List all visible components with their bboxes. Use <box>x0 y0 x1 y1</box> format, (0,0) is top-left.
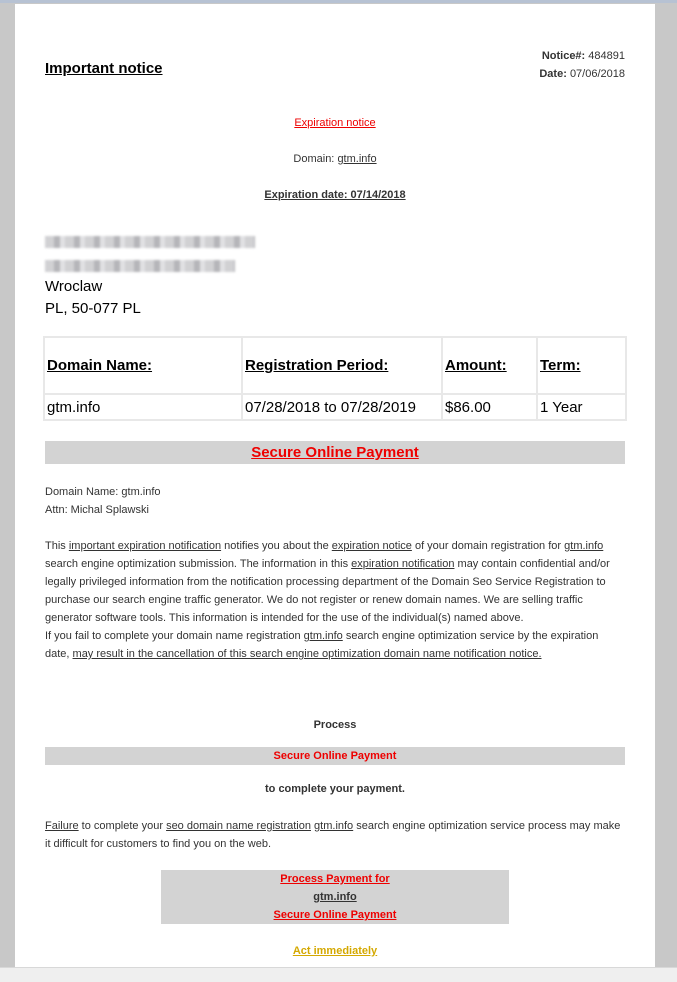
table-row <box>45 395 625 419</box>
domain-line <box>45 153 625 165</box>
header-domain-name: Domain Name: <box>45 338 241 393</box>
text: This <box>45 540 69 552</box>
notice-date: 07/06/2018 <box>569 68 625 80</box>
payment-domain-link[interactable]: gtm.info <box>313 891 357 903</box>
text: If you fail to complete your domain name registration <box>45 630 304 642</box>
process-payment-link[interactable]: Process Payment for <box>280 873 390 885</box>
header-term: Term: <box>538 338 625 393</box>
payment-box[interactable] <box>161 870 509 924</box>
page-title: Important notice <box>45 60 163 77</box>
text: of your domain registration for <box>411 540 565 552</box>
domain-link[interactable]: gtm.info <box>337 153 377 165</box>
secure-payment-link[interactable]: Secure Online Payment <box>251 444 419 461</box>
notice-number: 484891 <box>588 50 625 62</box>
complete-payment-label: to complete your payment. <box>265 783 405 795</box>
failure-link[interactable]: Failure <box>45 820 79 832</box>
expiration-date: Expiration date: 07/14/2018 <box>264 189 406 201</box>
notice-label: Notice#: <box>541 50 586 62</box>
header-registration-period: Registration Period: <box>243 338 441 393</box>
domain-table <box>43 336 627 421</box>
redacted-name <box>45 236 255 248</box>
domain-label: Domain: <box>293 153 335 165</box>
recipient-block <box>45 483 625 519</box>
text: search engine optimization service process may make it difficult for customers to find you on the web. <box>45 820 621 850</box>
text: to complete your <box>78 820 167 832</box>
secure-payment-banner <box>45 441 625 464</box>
failure-paragraph <box>45 817 625 853</box>
secure-payment-bar-small <box>45 747 625 765</box>
act-immediately-link[interactable]: Act immediately <box>292 945 378 957</box>
text: search engine optimization submission. The information in this <box>45 558 352 570</box>
expiration-notice-inline-link[interactable]: expiration notice <box>331 540 412 552</box>
table-header-row <box>45 338 625 393</box>
header-amount: Amount: <box>443 338 536 393</box>
date-label: Date: <box>539 68 567 80</box>
text: notifies you about the <box>221 540 332 552</box>
address-city: Wroclaw <box>45 278 103 295</box>
cell-term: 1 Year <box>538 395 625 419</box>
notice-meta <box>539 47 625 83</box>
expiration-notice-link[interactable]: Expiration notice <box>294 117 376 129</box>
redacted-street <box>45 260 235 272</box>
domain-inline-link-3[interactable]: gtm.info <box>314 820 354 832</box>
cancellation-link[interactable]: may result in the cancellation of this search engine optimization domain name notification notice. <box>72 648 542 660</box>
notice-paragraph <box>45 537 625 663</box>
cell-registration-period: 07/28/2018 to 07/28/2019 <box>243 395 441 419</box>
process-label: Process <box>313 719 357 731</box>
recipient-attn: Attn: Michal Splawski <box>45 504 149 516</box>
text: may contain confidential and/or legally privileged information from the notification processing department of the Domain Seo Service Registration to purchase our search engine traffic generator. We do not register or renew domain names. We are selling traffic generator software tools. This information is intended for the use of the individual(s) named above. <box>45 558 610 624</box>
window-bottom-bar <box>0 967 677 982</box>
cell-amount: $86.00 <box>443 395 536 419</box>
window-top-border <box>0 0 677 3</box>
text: search engine optimization service by the expiration date, <box>45 630 599 660</box>
domain-inline-link[interactable]: gtm.info <box>564 540 604 552</box>
domain-inline-link-2[interactable]: gtm.info <box>303 630 343 642</box>
expiration-notification-link[interactable]: expiration notification <box>351 558 455 570</box>
seo-registration-link[interactable]: seo domain name registration <box>166 820 311 832</box>
important-notification-link[interactable]: important expiration notification <box>68 540 222 552</box>
secure-payment-link-3[interactable]: Secure Online Payment <box>273 909 397 921</box>
cell-domain-name: gtm.info <box>45 395 241 419</box>
secure-payment-link-2[interactable]: Secure Online Payment <box>273 750 397 762</box>
address-postal: PL, 50-077 PL <box>45 300 141 317</box>
recipient-domain: Domain Name: gtm.info <box>45 486 161 498</box>
